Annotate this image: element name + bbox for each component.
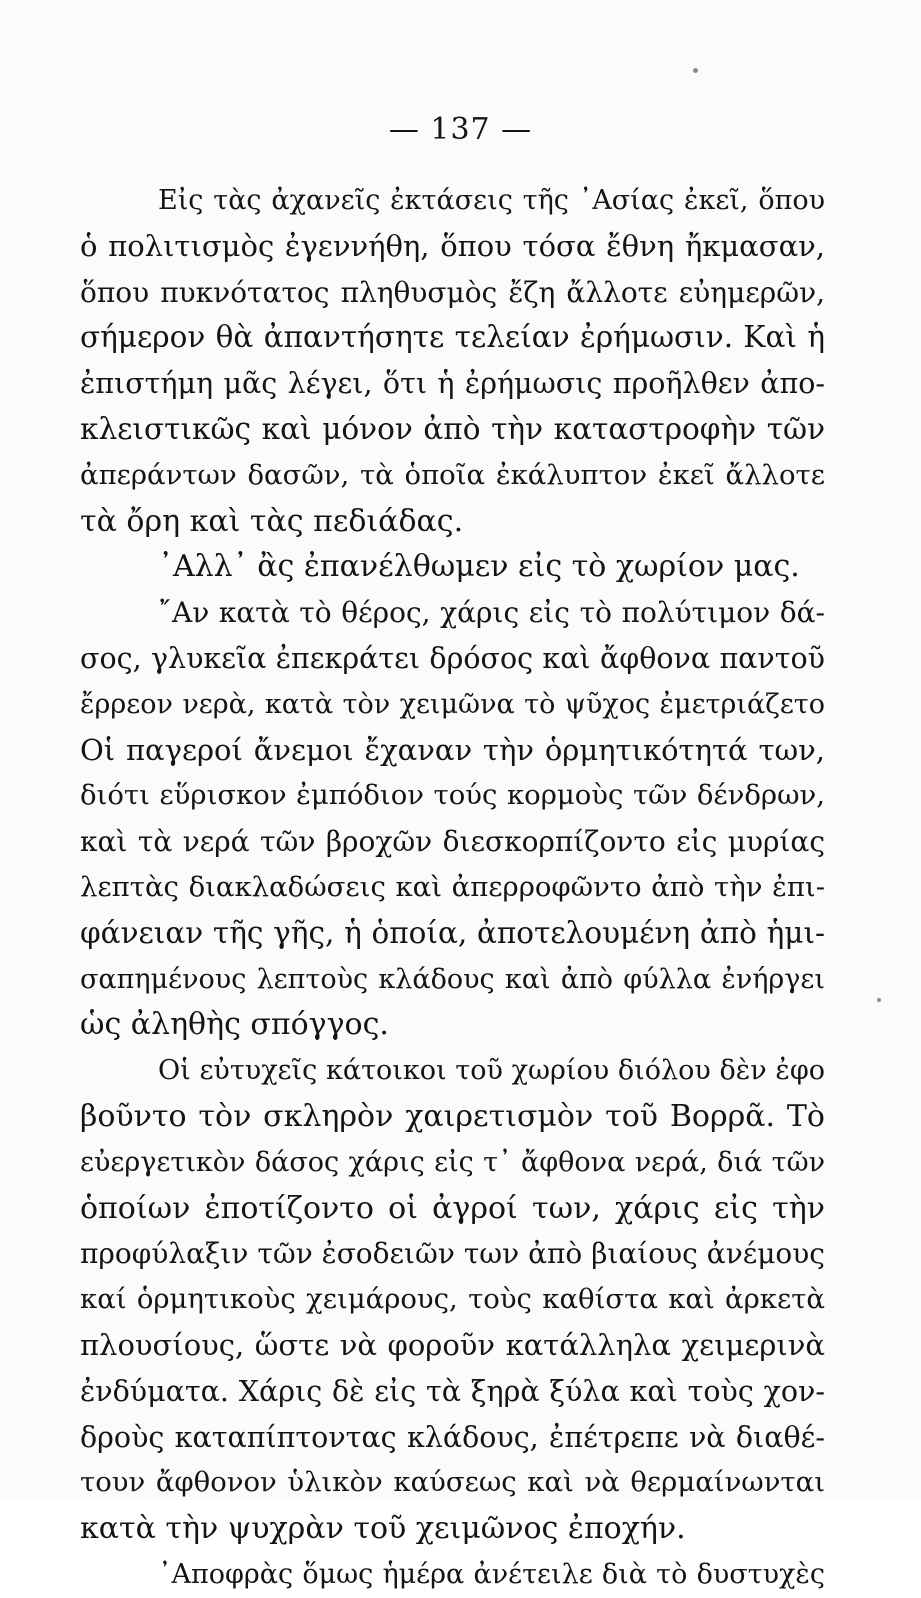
- paper-speck: [693, 68, 698, 73]
- text-line: προφύλαξιν τῶν ἐσοδειῶν των ἀπὸ βιαίους ἀνέμους: [80, 1237, 825, 1271]
- text-line: Οἱ εὐτυχεῖς κάτοικοι τοῦ χωρίου διόλου δὲν ἐφο: [158, 1055, 825, 1087]
- text-line: ὁ πολιτισμὸς ἐγεννήθη, ὅπου τόσα ἔθνη ἤκμασαν,: [80, 228, 825, 263]
- text-line: ὅπου πυκνότατος πληθυσμὸς ἔζη ἄλλοτε εὐημερῶν,: [80, 275, 825, 309]
- text-line: καί ὁρμητικοὺς χειμάρους, τοὺς καθίστα καὶ ἀρκετὰ: [80, 1283, 825, 1316]
- text-line: ὡς ἀληθὴς σπόγγος.: [80, 1007, 389, 1043]
- text-line: Εἰς τὰς ἀχανεῖς ἐκτάσεις τῆς ᾿Ασίας ἐκεῖ, ὅπου: [158, 185, 825, 216]
- text-line: ἐπιστήμη μᾶς λέγει, ὅτι ἡ ἐρήμωσις προῆλθεν ἀπο-: [80, 367, 825, 401]
- text-line: φάνειαν τῆς γῆς, ἡ ὁποία, ἀποτελουμένη ἀπὸ ἡμι-: [80, 915, 825, 950]
- text-line: ῎Αν κατὰ τὸ θέρος, χάρις εἰς τὸ πολύτιμον δά-: [158, 596, 825, 630]
- text-line: λεπτὰς διακλαδώσεις καὶ ἀπερροφῶντο ἀπὸ τὴν ἐπι-: [80, 870, 825, 903]
- paper-speck: [877, 998, 881, 1002]
- text-line: ᾿Αποφρὰς ὅμως ἡμέρα ἀνέτειλε διὰ τὸ δυστυχὲς: [158, 1558, 825, 1590]
- text-line: κατὰ τὴν ψυχρὰν τοῦ χειμῶνος ἐποχήν.: [80, 1511, 686, 1547]
- text-line: Οἱ παγεροί ἄνεμοι ἔχαναν τὴν ὁρμητικότητά των,: [80, 732, 825, 767]
- text-line: διότι εὕρισκον ἐμπόδιον τούς κορμοὺς τῶν δένδρων,: [80, 779, 825, 812]
- body-text: [80, 178, 825, 1598]
- text-line: δροὺς καταπίπτοντας κλάδους, ἐπέτρεπε νὰ διαθέ-: [80, 1420, 825, 1454]
- text-line: σαπημένους λεπτοὺς κλάδους καὶ ἀπὸ φύλλα ἐνήργει: [80, 963, 825, 995]
- text-line: ὁποίων ἐποτίζοντο οἱ ἀγροί των, χάρις εἰς τὴν: [80, 1190, 825, 1226]
- text-line: ἀπεράντων δασῶν, τὰ ὁποῖα ἐκάλυπτον ἐκεῖ ἄλλοτε: [80, 458, 825, 491]
- text-line: σος, γλυκεῖα ἐπεκράτει δρόσος καὶ ἄφθονα παντοῦ: [80, 641, 825, 675]
- text-line: καὶ τὰ νερά τῶν βροχῶν διεσκορπίζοντο εἰς μυρίας: [80, 825, 825, 859]
- text-line: τὰ ὄρη καὶ τὰς πεδιάδας.: [80, 503, 464, 539]
- text-line: εὐεργετικὸν δάσος χάρις εἰς τ᾿ ἄφθονα νερά, διά τῶν: [80, 1146, 825, 1178]
- page-number: — 137 —: [388, 112, 533, 147]
- text-line: πλουσίους, ὥστε νὰ φοροῦν κατάλληλα χειμερινὰ: [80, 1327, 825, 1362]
- text-line: βοῦντο τὸν σκληρὸν χαιρετισμὸν τοῦ Βορρᾶ. Τὸ: [80, 1098, 825, 1134]
- text-line: ἔρρεον νερὰ, κατὰ τὸν χειμῶνα τὸ ψῦχος ἐμετριάζετο: [80, 688, 825, 720]
- text-line: ᾿Αλλ᾿ ἂς ἐπανέλθωμεν εἰς τὸ χωρίον μας.: [158, 549, 800, 585]
- text-line: σήμερον θὰ ἀπαντήσητε τελείαν ἐρήμωσιν. Καὶ ἡ: [80, 320, 825, 355]
- text-line: ἐνδύματα. Χάρις δὲ εἰς τὰ ξηρὰ ξύλα καὶ τοὺς χον-: [80, 1374, 825, 1408]
- text-line: τουν ἄφθονον ὑλικὸν καύσεως καὶ νὰ θερμαίνωνται: [80, 1466, 825, 1499]
- text-line: κλειστικῶς καὶ μόνον ἀπὸ τὴν καταστροφὴν τῶν: [80, 411, 825, 446]
